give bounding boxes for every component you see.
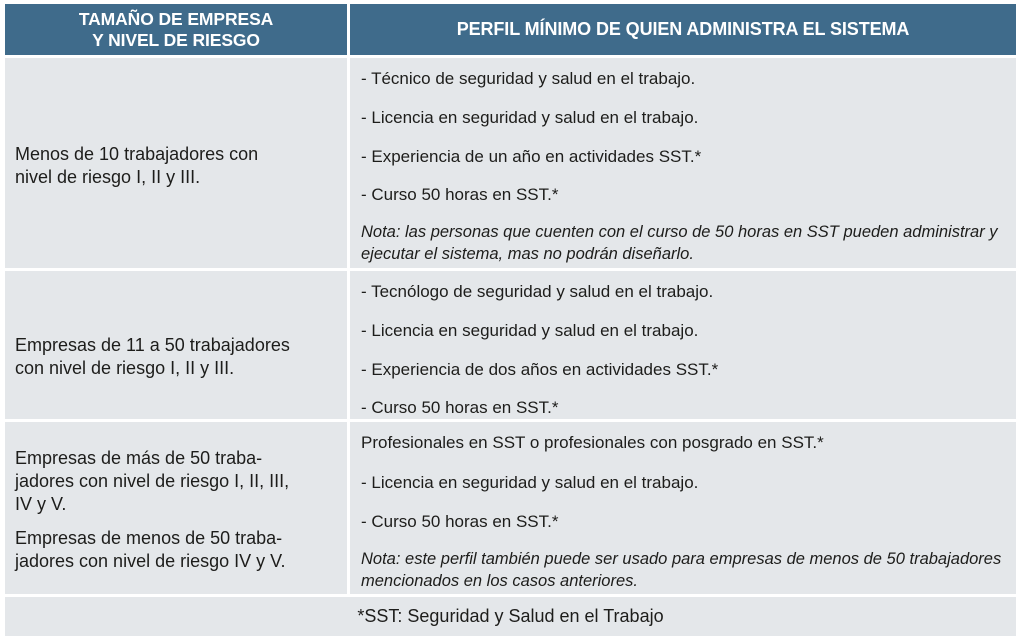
header-minimum-profile: PERFIL MÍNIMO DE QUIEN ADMINISTRA EL SISTEMA (350, 4, 1016, 55)
row2-item3: - Experiencia de dos años en actividades SST.* (361, 360, 719, 379)
row3-size-a-line1: Empresas de más de 50 traba- (15, 448, 263, 468)
row3-item2: - Licencia en seguridad y salud en el trabajo. (361, 473, 699, 492)
header-company-size (5, 4, 347, 55)
row2-size-cell (5, 271, 347, 419)
row1-size-cell (5, 58, 347, 268)
row3-size-a-line2: jadores con nivel de riesgo I, II, III, (15, 471, 290, 491)
row2-item1: - Tecnólogo de seguridad y salud en el trabajo. (361, 282, 714, 301)
row3-size-text-b (15, 527, 337, 573)
row1-item4: - Curso 50 horas en SST.* (361, 185, 559, 204)
row1-profile-cell (350, 58, 1016, 268)
row1-size-line1: Menos de 10 trabajadores con (15, 144, 259, 164)
row3-size-b-line1: Empresas de menos de 50 traba- (15, 528, 283, 548)
row1-note: Nota: las personas que cuenten con el curso de 50 horas en SST pueden administrar y ejecutar el sistema, mas no podrán diseñarlo. (361, 223, 998, 263)
row3-size-cell (5, 422, 347, 594)
row3-size-a-line3: IV y V. (15, 494, 67, 514)
sst-profile-table (5, 4, 1016, 636)
row1-size-line2: nivel de riesgo I, II y III. (15, 167, 201, 187)
row2-size-line1: Empresas de 11 a 50 trabajadores (15, 335, 290, 355)
row3-size-b-line2: jadores con nivel de riesgo IV y V. (15, 551, 286, 571)
row1-size-text (15, 143, 337, 189)
row3-item3: - Curso 50 horas en SST.* (361, 512, 559, 531)
row2-size-text (15, 334, 337, 380)
row3-size-text-a (15, 447, 337, 516)
row1-item1: - Técnico de seguridad y salud en el trabajo. (361, 69, 696, 88)
header-company-size-line2: Y NIVEL DE RIESGO (92, 29, 260, 50)
row2-size-line2: con nivel de riesgo I, II y III. (15, 358, 235, 378)
header-company-size-line1: TAMAÑO DE EMPRESA (78, 8, 274, 29)
row3-item1: Profesionales en SST o profesionales con posgrado en SST.* (361, 433, 824, 452)
row1-item2: - Licencia en seguridad y salud en el trabajo. (361, 108, 699, 127)
row2-item2: - Licencia en seguridad y salud en el trabajo. (361, 321, 699, 340)
row2-item4: - Curso 50 horas en SST.* (361, 398, 559, 417)
row2-profile-cell (350, 271, 1016, 419)
footnote: *SST: Seguridad y Salud en el Trabajo (5, 597, 1016, 636)
row3-profile-cell (350, 422, 1016, 594)
row1-item3: - Experiencia de un año en actividades SST.* (361, 147, 702, 166)
row3-note: Nota: este perfil también puede ser usado para empresas de menos de 50 trabajadores mencionados en los casos anteriores. (361, 550, 1002, 590)
